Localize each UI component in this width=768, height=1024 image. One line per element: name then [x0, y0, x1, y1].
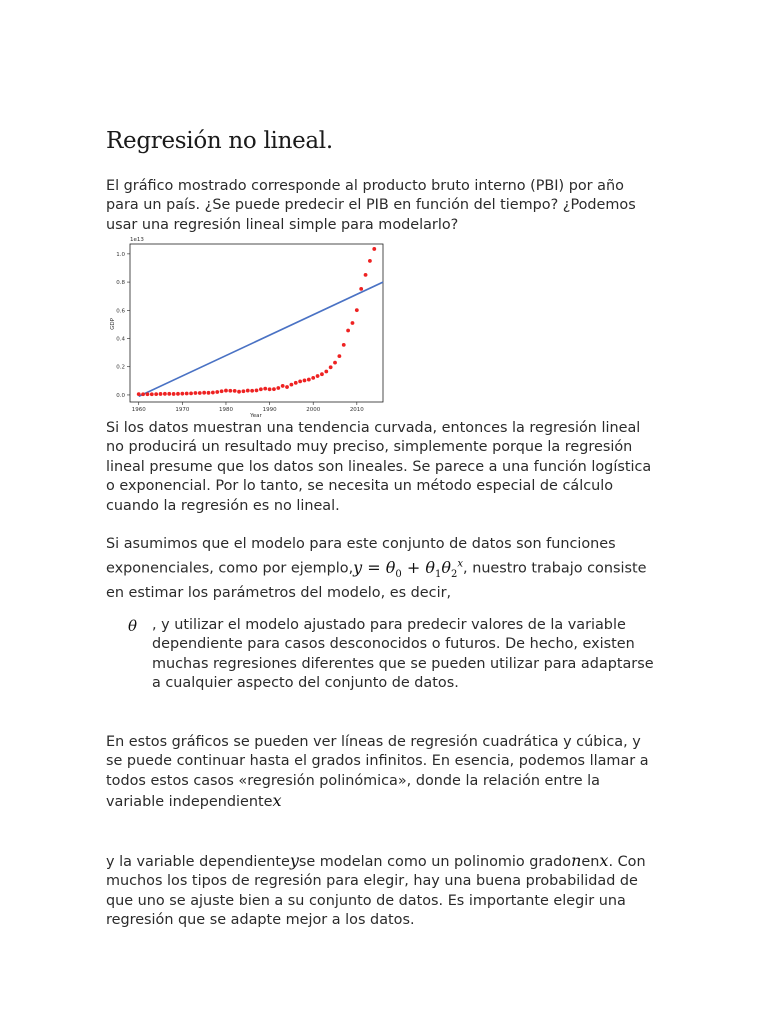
text-line: o exponencial. Por lo tanto, se necesita un método especial de cálculo: [106, 478, 614, 495]
text-line: cuando la regresión es no lineal.: [106, 497, 340, 514]
x-tick-label: 1960: [131, 407, 146, 413]
data-point: [289, 383, 293, 387]
y-axis-label: GDP: [110, 318, 116, 330]
data-point: [329, 365, 333, 369]
y-tick-label: 0.0: [116, 392, 125, 399]
data-point: [255, 389, 259, 393]
text-line: muchas regresiones diferentes que se pueden utilizar para adaptarse: [152, 655, 654, 672]
text-line: regresión que se adapte mejor a los datos.: [106, 912, 415, 929]
x-axis-label: Year: [250, 413, 262, 419]
text-fragment: se modelan como un polinomio grado: [298, 854, 572, 870]
text-line: [106, 791, 666, 812]
data-point: [233, 389, 237, 393]
variable-y: y: [289, 851, 299, 870]
text-line: no producirá un resultado muy preciso, simplemente porque la regresión: [106, 439, 633, 456]
data-point: [180, 392, 184, 396]
text-line: , y utilizar el modelo ajustado para predecir valores de la variable: [152, 617, 626, 633]
data-point: [194, 391, 198, 395]
variable-n: n: [571, 851, 582, 870]
model-paragraph: [106, 535, 666, 604]
data-point: [263, 387, 267, 391]
data-point: [146, 392, 150, 396]
math-theta: θ: [425, 557, 436, 577]
math-equals: =: [362, 557, 386, 577]
conclusion-paragraph: [106, 851, 666, 931]
data-point: [303, 379, 307, 383]
x-tick-label: 1980: [218, 407, 233, 413]
gdp-scatter-plot: [104, 232, 386, 420]
data-point: [298, 380, 302, 384]
data-point: [176, 392, 180, 396]
data-point: [311, 376, 315, 380]
text-line: Si los datos muestran una tendencia curvada, entonces la regresión lineal: [106, 420, 641, 436]
data-point: [150, 392, 154, 396]
data-point: [224, 389, 228, 393]
data-point: [215, 390, 219, 394]
y-tick-label: 0.4: [116, 336, 125, 343]
data-point: [276, 386, 280, 390]
math-y: y: [353, 557, 363, 577]
data-point: [359, 287, 363, 291]
math-theta: θ: [441, 557, 452, 577]
data-point: [220, 389, 224, 393]
text-line: usar una regresión lineal simple para modelarlo?: [106, 216, 459, 233]
data-point: [372, 247, 376, 251]
y-scale-label: 1e13: [130, 237, 144, 243]
data-point: [141, 392, 145, 396]
data-point: [246, 389, 250, 393]
data-point: [333, 361, 337, 365]
math-subscript: 1: [435, 568, 442, 580]
data-point: [163, 392, 167, 396]
data-point: [346, 329, 350, 333]
text-line: [106, 851, 666, 872]
data-point: [272, 387, 276, 391]
text-line: todos estos casos «regresión polinómica», donde la relación entre la: [106, 772, 600, 789]
text-line: lineal presume que los datos son lineales. Se parece a una función logística: [106, 458, 652, 475]
data-point: [281, 384, 285, 388]
variable-x: x: [599, 851, 609, 870]
data-point: [198, 391, 202, 395]
data-point: [211, 391, 215, 395]
data-point: [250, 389, 254, 393]
variable-x: x: [272, 791, 282, 811]
text-line: Si asumimos que el modelo para este conjunto de datos son funciones: [106, 536, 616, 552]
text-fragment: exponenciales, como por ejemplo,: [106, 560, 354, 577]
text-fragment: variable independiente: [106, 794, 273, 811]
data-point: [351, 321, 355, 325]
data-point: [237, 390, 241, 394]
y-tick-label: 1.0: [116, 251, 125, 258]
text-line: se puede continuar hasta el grados infinitos. En esencia, podemos llamar a: [106, 753, 649, 770]
text-line: dependiente para casos desconocidos o futuros. De hecho, existen: [152, 636, 635, 653]
math-theta: θ: [385, 557, 396, 577]
x-tick-label: 2000: [306, 407, 321, 413]
math-subscript: 0: [395, 568, 402, 580]
data-point: [185, 392, 189, 396]
text-line: que uno se ajuste bien a su conjunto de datos. Es importante elegir una: [106, 892, 626, 909]
polynomial-paragraph: [106, 733, 666, 813]
math-exponent: x: [457, 558, 464, 570]
data-point: [316, 374, 320, 378]
data-point: [364, 273, 368, 277]
y-tick-label: 0.6: [116, 308, 125, 315]
data-point: [268, 387, 272, 391]
exponential-model-equation: [353, 557, 464, 580]
intro-paragraph: [106, 177, 666, 235]
x-tick-label: 1970: [175, 407, 190, 413]
data-point: [189, 391, 193, 395]
text-fragment: en: [581, 854, 600, 870]
data-point: [137, 392, 141, 396]
data-point: [207, 391, 211, 395]
math-plus: +: [401, 557, 426, 577]
prediction-paragraph: [152, 616, 672, 694]
curvature-paragraph: [106, 419, 666, 516]
data-point: [294, 381, 298, 385]
theta-symbol: θ: [128, 617, 138, 635]
text-line: muchos los tipos de regresión para elegir, hay una buena probabilidad de: [106, 873, 638, 890]
data-point: [320, 372, 324, 376]
text-line: en estimar los parámetros del modelo, es decir,: [106, 585, 452, 602]
data-point: [228, 389, 232, 393]
text-line: En estos gráficos se pueden ver líneas de regresión cuadrática y cúbica, y: [106, 734, 641, 750]
data-point: [202, 391, 206, 395]
text-fragment: , nuestro trabajo consiste: [463, 560, 647, 577]
text-fragment: y la variable dependiente: [106, 854, 290, 870]
gdp-chart: [104, 232, 386, 420]
data-point: [167, 392, 171, 396]
data-point: [172, 392, 176, 396]
data-point: [342, 343, 346, 347]
plot-frame: [130, 244, 383, 402]
math-subscript: 2: [451, 568, 458, 580]
data-point: [307, 378, 311, 382]
data-point: [159, 392, 163, 396]
data-point: [337, 354, 341, 358]
text-line: [106, 554, 666, 584]
text-fragment: . Con: [608, 854, 646, 870]
data-point: [285, 385, 289, 389]
text-line: para un país. ¿Se puede predecir el PIB en función del tiempo? ¿Podemos: [106, 197, 636, 214]
data-point: [324, 370, 328, 374]
y-tick-label: 0.8: [116, 280, 125, 287]
text-line: a cualquier aspecto del conjunto de datos.: [152, 675, 459, 692]
data-point: [242, 389, 246, 393]
data-point: [154, 392, 158, 396]
data-point: [259, 387, 263, 391]
data-point: [355, 308, 359, 312]
data-point: [368, 259, 372, 263]
page-title: Regresión no lineal.: [106, 128, 333, 154]
x-tick-label: 1990: [262, 407, 277, 413]
x-tick-label: 2010: [349, 407, 364, 413]
y-tick-label: 0.2: [116, 364, 125, 371]
text-line: El gráfico mostrado corresponde al producto bruto interno (PBI) por año: [106, 178, 624, 194]
